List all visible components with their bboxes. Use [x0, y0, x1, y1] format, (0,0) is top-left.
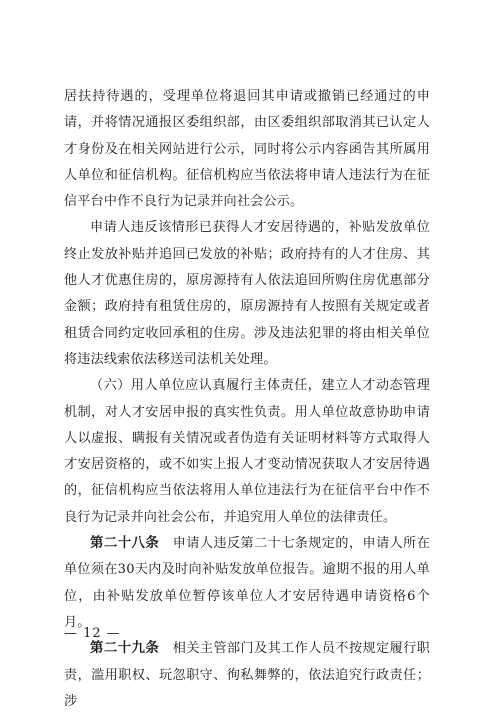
- page-number: — 12 —: [64, 626, 121, 641]
- paragraph-3: （六）用人单位应认真履行主体责任，建立人才动态管理机制，对人才安居申报的真实性负责。用人单位故意协助申请人以虚报、瞒报有关情况或者伪造有关证明材料等方式取得人才安居资格的，或不如实上报人才变动情况获取人才安居待遇的，征信机构应当依法将用人单位违法行为在征信平台中作不良行为记录并向社会公布，并追究用人单位的法律责任。: [64, 378, 430, 525]
- article-29: [64, 636, 430, 715]
- paragraph-1: 居扶持待遇的，受理单位将退回其申请或撤销已经通过的申请，并将情况通报区委组织部，由区委组织部取消其已认定人才身份及在相关网站进行公示，同时将公示内容函告其所属用人单位和征信机构。征信机构应当依法将申请人违法行为在征信平台中作不良行为记录并向社会公示。: [64, 89, 430, 210]
- paragraph-2: 申请人违反该情形已获得人才安居待遇的，补贴发放单位终止发放补贴并追回已发放的补贴；政府持有的人才住房、其他人才优惠住房的，原房源持有人依法追回所购住房优惠部分金额；政府持有租赁住房的，原房源持有人按照有关规定或者租赁合同约定收回承租的住房。涉及违法犯罪的将由相关单位将违法线索依法移送司法机关处理。: [64, 220, 430, 367]
- article-28-heading: 第二十八条: [90, 536, 160, 552]
- article-28: [64, 531, 430, 636]
- article-29-text: 相关主管部门及其工作人员不按规定履行职责，滥用职权、玩忽职守、徇私舞弊的，依法追究行政责任；涉: [64, 641, 431, 709]
- article-28-text: 申请人违反第二十七条规定的，申请人所在单位须在30天内及时向补贴发放单位报告。逾期不报的用人单位，由补贴发放单位暂停该单位人才安居待遇申请资格6个月。: [64, 536, 431, 630]
- article-29-heading: 第二十九条: [90, 641, 160, 657]
- document-body: [64, 84, 430, 715]
